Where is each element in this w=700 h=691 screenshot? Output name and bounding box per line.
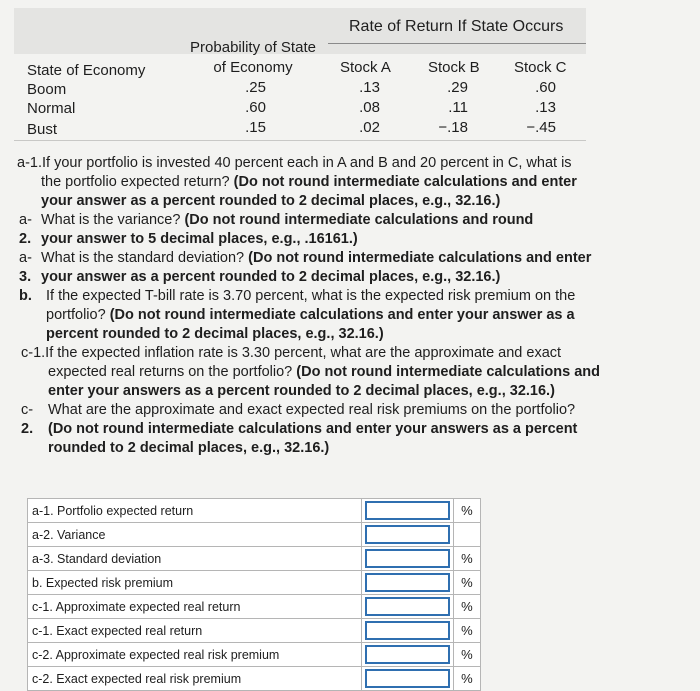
answer-label: a-1. Portfolio expected return — [28, 499, 362, 523]
q-a3-num: 3. — [19, 269, 32, 285]
answer-row — [28, 667, 481, 691]
answer-row — [28, 523, 481, 547]
q-b-prefix: b. — [19, 288, 32, 304]
answer-input[interactable] — [361, 643, 453, 667]
rate-of-return-header: Rate of Return If State Occurs — [349, 18, 564, 35]
row-b: −.18 — [438, 119, 468, 136]
answer-row — [28, 499, 481, 523]
q-c2-line2: (Do not round intermediate calculations and enter your answers as a percent — [48, 421, 578, 437]
q-a3-line2: your answer as a percent rounded to 2 decimal places, e.g., 32.16.) — [41, 269, 501, 285]
q-a2-line1: What is the variance? (Do not round intermediate calculations and round — [41, 212, 534, 228]
answer-input[interactable] — [361, 547, 453, 571]
q-a3-line1: What is the standard deviation? (Do not round intermediate calculations and enter — [41, 250, 592, 266]
row-a: .02 — [359, 119, 380, 136]
q-a2-line2: your answer to 5 decimal places, e.g., .16161.) — [41, 231, 358, 247]
answer-unit: % — [453, 547, 480, 571]
header-rule — [328, 43, 586, 44]
answer-row — [28, 571, 481, 595]
answer-unit — [453, 523, 480, 547]
q-a1-line1: a-1.If your portfolio is invested 40 percent each in A and B and 20 percent in C, what is — [17, 155, 572, 171]
stock-b-header: Stock B — [428, 59, 480, 76]
answer-unit: % — [453, 667, 480, 691]
row-prob: .60 — [245, 99, 266, 116]
answer-label: b. Expected risk premium — [28, 571, 362, 595]
q-b-line1: If the expected T-bill rate is 3.70 percent, what is the expected risk premium on the — [46, 288, 576, 304]
row-b: .29 — [447, 79, 468, 96]
q-b-line3: percent rounded to 2 decimal places, e.g., 32.16.) — [46, 326, 384, 342]
answer-unit: % — [453, 571, 480, 595]
row-state: Bust — [27, 121, 58, 138]
answer-input[interactable] — [361, 499, 453, 523]
answer-label: c-1. Exact expected real return — [28, 619, 362, 643]
answer-unit: % — [453, 643, 480, 667]
row-state: Normal — [27, 100, 76, 117]
q-a2-prefix: a- — [19, 212, 32, 228]
returns-table — [0, 0, 700, 148]
q-c1-line3: enter your answers as a percent rounded to 2 decimal places, e.g., 32.16.) — [48, 383, 555, 399]
row-prob: .25 — [245, 79, 266, 96]
q-c1-line1: c-1.If the expected inflation rate is 3.30 percent, what are the approximate and exact — [21, 345, 562, 361]
q-a1-line2: the portfolio expected return? (Do not round intermediate calculations and enter — [41, 174, 577, 190]
answer-row — [28, 547, 481, 571]
table-bottom-rule — [14, 140, 586, 141]
q-a1-line3: your answer as a percent rounded to 2 decimal places, e.g., 32.16.) — [41, 193, 501, 209]
answer-input[interactable] — [361, 667, 453, 691]
q-c2-line1: What are the approximate and exact expected real risk premiums on the portfolio? — [48, 402, 576, 418]
answer-row — [28, 643, 481, 667]
stock-a-header: Stock A — [340, 59, 391, 76]
answer-input[interactable] — [361, 595, 453, 619]
answer-input[interactable] — [361, 523, 453, 547]
q-a3-prefix: a- — [19, 250, 32, 266]
row-c: −.45 — [526, 119, 556, 136]
q-a2-num: 2. — [19, 231, 32, 247]
row-state: Boom — [27, 81, 67, 98]
answer-input[interactable] — [361, 571, 453, 595]
answer-label: c-2. Exact expected real risk premium — [28, 667, 362, 691]
q-c2-num: 2. — [21, 421, 34, 437]
answer-input[interactable] — [361, 619, 453, 643]
row-a: .08 — [359, 99, 380, 116]
row-c: .13 — [535, 99, 556, 116]
answer-label: a-2. Variance — [28, 523, 362, 547]
row-a: .13 — [359, 79, 380, 96]
row-b: .11 — [448, 99, 468, 116]
answer-row — [28, 619, 481, 643]
q-c2-prefix: c- — [21, 402, 34, 418]
answer-row — [28, 595, 481, 619]
answer-unit: % — [453, 619, 480, 643]
answer-label: a-3. Standard deviation — [28, 547, 362, 571]
q-c2-line3: rounded to 2 decimal places, e.g., 32.16.) — [48, 440, 330, 456]
row-c: .60 — [535, 79, 556, 96]
probability-header-line2: of Economy — [213, 59, 293, 76]
answer-label: c-1. Approximate expected real return — [28, 595, 362, 619]
probability-header-line1: Probability of State — [190, 39, 316, 56]
state-header: State of Economy — [27, 62, 146, 79]
answer-label: c-2. Approximate expected real risk premium — [28, 643, 362, 667]
answer-unit: % — [453, 595, 480, 619]
answer-unit: % — [453, 499, 480, 523]
q-b-line2: portfolio? (Do not round intermediate calculations and enter your answer as a — [46, 307, 575, 323]
row-prob: .15 — [245, 119, 266, 136]
answer-table — [27, 498, 481, 691]
q-c1-line2: expected real returns on the portfolio? (Do not round intermediate calculations and — [48, 364, 600, 380]
stock-c-header: Stock C — [514, 59, 567, 76]
